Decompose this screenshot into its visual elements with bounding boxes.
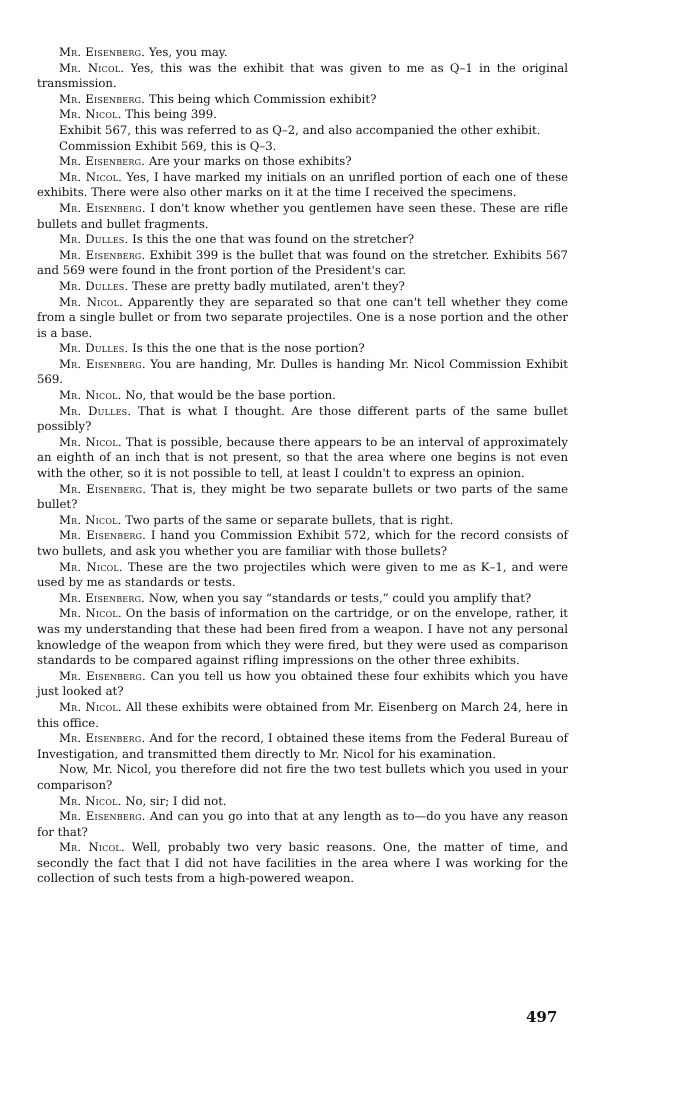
testimony-paragraph bbox=[37, 45, 568, 61]
statement-text: Commission Exhibit 569, this is Q–3. bbox=[59, 138, 277, 153]
testimony-paragraph bbox=[37, 669, 568, 700]
testimony-paragraph bbox=[37, 606, 568, 668]
speaker-name: Mr. Nicol. bbox=[59, 434, 122, 449]
testimony-paragraph bbox=[37, 107, 568, 123]
statement-text: Now, Mr. Nicol, you therefore did not fire the two test bullets which you used in your comparison? bbox=[37, 762, 568, 792]
speaker-name: Mr. Eisenberg. bbox=[59, 247, 146, 262]
statement-text: Is this the one that is the nose portion? bbox=[132, 341, 365, 356]
testimony-paragraph bbox=[37, 482, 568, 513]
speaker-name: Mr. Eisenberg. bbox=[59, 731, 146, 746]
testimony-paragraph bbox=[37, 170, 568, 201]
statement-text: Now, when you say “standards or tests,” could you amplify that? bbox=[148, 590, 532, 605]
testimony-paragraph bbox=[37, 154, 568, 170]
speaker-name: Mr. Nicol. bbox=[59, 793, 122, 808]
statement-text: All these exhibits were obtained from Mr. Eisenberg on March 24, here in this office. bbox=[37, 699, 568, 730]
testimony-paragraph bbox=[37, 357, 568, 388]
speaker-name: Mr. Nicol. bbox=[59, 60, 125, 75]
testimony-paragraph bbox=[37, 840, 568, 887]
statement-text: Yes, this was the exhibit that was given to me as Q–1 in the original transmission. bbox=[37, 60, 568, 91]
statement-text: This being which Commission exhibit? bbox=[148, 91, 377, 106]
speaker-name: Mr. Eisenberg. bbox=[59, 481, 147, 496]
testimony-paragraph bbox=[37, 513, 568, 529]
statement-text: Well, probably two very basic reasons. One, the matter of time, and secondly the fact that I did not have facilities in the area where I was working for the collection of such tests from a high-powered weapon. bbox=[37, 840, 569, 886]
statement-text: I hand you Commission Exhibit 572, which for the record consists of two bullets, and ask you whether you are familiar with those bullets? bbox=[37, 528, 568, 558]
statement-text: These are the two projectiles which were given to me as K–1, and were used by me as standards or tests. bbox=[37, 559, 569, 590]
testimony-paragraph bbox=[37, 388, 568, 404]
speaker-name: Mr. Eisenberg. bbox=[59, 590, 146, 605]
speaker-name: Mr. Nicol. bbox=[59, 294, 123, 309]
speaker-name: Mr. Nicol. bbox=[59, 169, 123, 184]
testimony-paragraph bbox=[37, 341, 568, 357]
speaker-name: Mr. Nicol. bbox=[59, 840, 125, 855]
testimony-paragraph bbox=[37, 762, 568, 793]
page-number: 497 bbox=[526, 1008, 558, 1026]
statement-text: Exhibit 399 is the bullet that was found on the stretcher. Exhibits 567 and 569 were found in the front portion of the President's car. bbox=[37, 247, 568, 278]
speaker-name: Mr. Nicol. bbox=[59, 107, 122, 122]
statement-text: That is possible, because there appears to be an interval of approximately an eighth of an inch that is not present, so that the area where one begins is not even with the other, so it is not possible to tell, at least I couldn't to express an opinion. bbox=[37, 434, 568, 481]
speaker-name: Mr. Dulles. bbox=[59, 403, 132, 418]
statement-text: Can you tell us how you obtained these four exhibits which you have just looked at? bbox=[37, 668, 568, 699]
statement-text: On the basis of information on the cartridge, or on the envelope, rather, it was my understanding that these had been fired from a weapon. I have not any personal knowledge of the weapon from which they were fired, but they were used as comparison standards to be compared against rifling impressions on the other three exhibits. bbox=[37, 606, 569, 668]
statement-text: Exhibit 567, this was referred to as Q–2, and also accompanied the other exhibit. bbox=[59, 122, 541, 137]
testimony-paragraph bbox=[37, 528, 568, 559]
testimony-paragraph bbox=[37, 435, 568, 482]
statement-text: No, sir; I did not. bbox=[125, 793, 227, 808]
testimony-paragraph bbox=[37, 123, 568, 139]
testimony-paragraph bbox=[37, 61, 568, 92]
testimony-paragraph bbox=[37, 295, 568, 342]
testimony-paragraph bbox=[37, 731, 568, 762]
testimony-paragraph bbox=[37, 809, 568, 840]
speaker-name: Mr. Eisenberg. bbox=[59, 200, 146, 215]
testimony-paragraph bbox=[37, 700, 568, 731]
speaker-name: Mr. Eisenberg. bbox=[59, 528, 147, 543]
statement-text: Yes, you may. bbox=[148, 45, 228, 59]
statement-text: Are your marks on those exhibits? bbox=[148, 154, 352, 169]
testimony-paragraph bbox=[37, 794, 568, 810]
testimony-text bbox=[37, 45, 568, 887]
statement-text: And for the record, I obtained these items from the Federal Bureau of Investigation, and transmitted them directly to Mr. Nicol for his examination. bbox=[37, 731, 568, 761]
speaker-name: Mr. Dulles. bbox=[59, 278, 129, 293]
speaker-name: Mr. Nicol. bbox=[59, 606, 122, 621]
statement-text: I don't know whether you gentlemen have seen these. These are rifle bullets and bullet fragments. bbox=[37, 200, 568, 231]
statement-text: Yes, I have marked my initials on an unrifled portion of each one of these exhibits. There were also other marks on it at the time I received the specimens. bbox=[37, 169, 569, 200]
statement-text: Two parts of the same or separate bullets, that is right. bbox=[125, 512, 454, 527]
testimony-paragraph bbox=[37, 560, 568, 591]
testimony-paragraph bbox=[37, 201, 568, 232]
statement-text: And can you go into that at any length as to—do you have any reason for that? bbox=[37, 809, 568, 839]
statement-text: That is, they might be two separate bullets or two parts of the same bullet? bbox=[37, 481, 568, 512]
speaker-name: Mr. Dulles. bbox=[59, 341, 129, 356]
speaker-name: Mr. Eisenberg. bbox=[59, 809, 146, 824]
statement-text: This being 399. bbox=[125, 107, 217, 122]
speaker-name: Mr. Eisenberg. bbox=[59, 91, 146, 106]
speaker-name: Mr. Nicol. bbox=[59, 559, 123, 574]
speaker-name: Mr. Dulles. bbox=[59, 232, 129, 247]
testimony-paragraph bbox=[37, 279, 568, 295]
testimony-paragraph bbox=[37, 591, 568, 607]
statement-text: No, that would be the base portion. bbox=[125, 388, 336, 403]
speaker-name: Mr. Eisenberg. bbox=[59, 154, 146, 169]
speaker-name: Mr. Nicol. bbox=[59, 512, 122, 527]
speaker-name: Mr. Nicol. bbox=[59, 388, 122, 403]
testimony-paragraph bbox=[37, 404, 568, 435]
statement-text: Apparently they are separated so that one can't tell whether they come from a single bullet or from two separate projectiles. One is a nose portion and the other is a base. bbox=[37, 294, 568, 340]
testimony-paragraph bbox=[37, 139, 568, 155]
speaker-name: Mr. Eisenberg. bbox=[59, 668, 146, 683]
testimony-paragraph bbox=[37, 92, 568, 108]
speaker-name: Mr. Eisenberg. bbox=[59, 356, 146, 371]
speaker-name: Mr. Nicol. bbox=[59, 699, 122, 714]
statement-text: You are handing, Mr. Dulles is handing Mr. Nicol Commission Exhibit 569. bbox=[37, 356, 568, 387]
statement-text: Is this the one that was found on the stretcher? bbox=[132, 232, 414, 247]
statement-text: These are pretty badly mutilated, aren't they? bbox=[132, 278, 405, 293]
speaker-name: Mr. Eisenberg. bbox=[59, 45, 146, 59]
testimony-paragraph bbox=[37, 232, 568, 248]
testimony-paragraph bbox=[37, 248, 568, 279]
statement-text: That is what I thought. Are those different parts of the same bullet possibly? bbox=[37, 403, 568, 434]
